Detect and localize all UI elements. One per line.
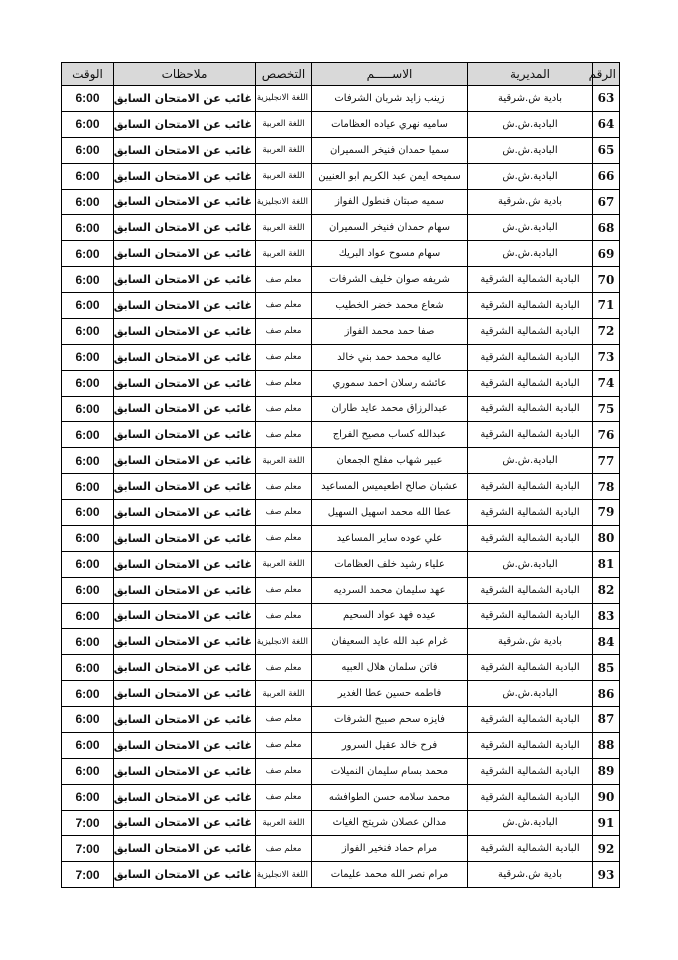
table-row: [62, 732, 620, 758]
row-time: 6:00: [62, 241, 114, 267]
table-row: [62, 163, 620, 189]
row-directorate: البادية.ش.ش: [468, 215, 593, 241]
row-specialty: معلم صف: [256, 293, 312, 319]
row-specialty: اللغة العربية: [256, 215, 312, 241]
row-name: عبدالرزاق محمد عايد طاران: [312, 396, 468, 422]
row-number: 80: [593, 525, 620, 551]
row-notes: غائب عن الامتحان السابق: [114, 500, 256, 526]
row-name: عيده فهد عواد السحيم: [312, 603, 468, 629]
row-time: 6:00: [62, 474, 114, 500]
row-number: 90: [593, 784, 620, 810]
header-number: الرقم: [593, 63, 620, 86]
row-time: 6:00: [62, 189, 114, 215]
row-time: 6:00: [62, 344, 114, 370]
row-time: 6:00: [62, 577, 114, 603]
row-specialty: معلم صف: [256, 422, 312, 448]
row-time: 6:00: [62, 86, 114, 112]
table-row: [62, 370, 620, 396]
header-name: الاســـــم: [312, 63, 468, 86]
table-body: [62, 86, 620, 888]
header-row: [62, 63, 620, 86]
row-directorate: البادية الشمالية الشرقية: [468, 655, 593, 681]
row-directorate: البادية الشمالية الشرقية: [468, 500, 593, 526]
row-directorate: البادية الشمالية الشرقية: [468, 422, 593, 448]
table-row: [62, 629, 620, 655]
row-name: شريفه صوان خليف الشرفات: [312, 267, 468, 293]
row-number: 78: [593, 474, 620, 500]
row-directorate: البادية الشمالية الشرقية: [468, 267, 593, 293]
row-time: 6:00: [62, 681, 114, 707]
row-specialty: معلم صف: [256, 525, 312, 551]
row-number: 93: [593, 862, 620, 888]
row-specialty: معلم صف: [256, 577, 312, 603]
row-notes: غائب عن الامتحان السابق: [114, 267, 256, 293]
row-time: 6:00: [62, 655, 114, 681]
table-row: [62, 707, 620, 733]
row-number: 79: [593, 500, 620, 526]
row-notes: غائب عن الامتحان السابق: [114, 189, 256, 215]
row-specialty: معلم صف: [256, 836, 312, 862]
row-time: 7:00: [62, 836, 114, 862]
row-time: 6:00: [62, 732, 114, 758]
row-number: 71: [593, 293, 620, 319]
row-directorate: البادية.ش.ش: [468, 448, 593, 474]
row-notes: غائب عن الامتحان السابق: [114, 655, 256, 681]
row-notes: غائب عن الامتحان السابق: [114, 862, 256, 888]
row-notes: غائب عن الامتحان السابق: [114, 293, 256, 319]
row-notes: غائب عن الامتحان السابق: [114, 474, 256, 500]
row-time: 6:00: [62, 111, 114, 137]
row-notes: غائب عن الامتحان السابق: [114, 758, 256, 784]
row-number: 73: [593, 344, 620, 370]
row-directorate: البادية.ش.ش: [468, 111, 593, 137]
row-name: عاليه محمد حمد بني خالد: [312, 344, 468, 370]
row-time: 6:00: [62, 396, 114, 422]
row-notes: غائب عن الامتحان السابق: [114, 629, 256, 655]
row-name: فايزه سحم صبيح الشرفات: [312, 707, 468, 733]
table-row: [62, 474, 620, 500]
row-specialty: معلم صف: [256, 318, 312, 344]
row-number: 81: [593, 551, 620, 577]
row-name: محمد سلامه حسن الطوافشه: [312, 784, 468, 810]
row-specialty: معلم صف: [256, 784, 312, 810]
table-row: [62, 396, 620, 422]
header-specialty: التخصص: [256, 63, 312, 86]
row-specialty: اللغة العربية: [256, 163, 312, 189]
row-number: 76: [593, 422, 620, 448]
table-row: [62, 836, 620, 862]
row-notes: غائب عن الامتحان السابق: [114, 784, 256, 810]
row-notes: غائب عن الامتحان السابق: [114, 448, 256, 474]
row-time: 6:00: [62, 137, 114, 163]
row-name: زينب زايد شربان الشرفات: [312, 86, 468, 112]
table-row: [62, 215, 620, 241]
row-directorate: البادية.ش.ش: [468, 163, 593, 189]
row-time: 6:00: [62, 318, 114, 344]
row-number: 68: [593, 215, 620, 241]
row-directorate: بادية ش.شرقية: [468, 86, 593, 112]
row-number: 64: [593, 111, 620, 137]
row-specialty: معلم صف: [256, 474, 312, 500]
row-directorate: البادية الشمالية الشرقية: [468, 707, 593, 733]
table-row: [62, 603, 620, 629]
row-notes: غائب عن الامتحان السابق: [114, 810, 256, 836]
row-time: 6:00: [62, 707, 114, 733]
row-number: 72: [593, 318, 620, 344]
table-row: [62, 267, 620, 293]
row-notes: غائب عن الامتحان السابق: [114, 577, 256, 603]
table-row: [62, 86, 620, 112]
row-number: 85: [593, 655, 620, 681]
row-name: سميا حمدان فنيخر السميران: [312, 137, 468, 163]
table-row: [62, 655, 620, 681]
row-name: مرام نصر الله محمد عليمات: [312, 862, 468, 888]
row-name: مدالن عصلان شريتح الغياث: [312, 810, 468, 836]
row-specialty: معلم صف: [256, 500, 312, 526]
table-row: [62, 189, 620, 215]
row-directorate: البادية الشمالية الشرقية: [468, 293, 593, 319]
row-number: 65: [593, 137, 620, 163]
row-specialty: اللغة العربية: [256, 448, 312, 474]
row-directorate: البادية الشمالية الشرقية: [468, 577, 593, 603]
row-name: سميه صبتان فنطول الفواز: [312, 189, 468, 215]
row-time: 6:00: [62, 603, 114, 629]
row-directorate: البادية الشمالية الشرقية: [468, 474, 593, 500]
row-notes: غائب عن الامتحان السابق: [114, 603, 256, 629]
header-directorate: المديرية: [468, 63, 593, 86]
row-notes: غائب عن الامتحان السابق: [114, 137, 256, 163]
table-row: [62, 784, 620, 810]
row-time: 6:00: [62, 758, 114, 784]
row-number: 92: [593, 836, 620, 862]
row-specialty: اللغة العربية: [256, 137, 312, 163]
row-time: 6:00: [62, 163, 114, 189]
row-directorate: البادية الشمالية الشرقية: [468, 318, 593, 344]
row-directorate: البادية الشمالية الشرقية: [468, 370, 593, 396]
row-name: عبدالله كساب مصيح الفراج: [312, 422, 468, 448]
row-specialty: اللغة العربية: [256, 810, 312, 836]
row-directorate: بادية ش.شرقية: [468, 862, 593, 888]
row-number: 91: [593, 810, 620, 836]
row-time: 6:00: [62, 267, 114, 293]
row-name: سهام مسوح عواد البريك: [312, 241, 468, 267]
row-name: فرح خالد عقيل السرور: [312, 732, 468, 758]
row-notes: غائب عن الامتحان السابق: [114, 318, 256, 344]
row-time: 6:00: [62, 500, 114, 526]
table-row: [62, 681, 620, 707]
row-directorate: البادية.ش.ش: [468, 241, 593, 267]
row-time: 7:00: [62, 810, 114, 836]
table-row: [62, 551, 620, 577]
row-directorate: البادية.ش.ش: [468, 551, 593, 577]
row-name: فاتن سلمان هلال العبيه: [312, 655, 468, 681]
results-table: [61, 62, 620, 888]
row-name: علياء رشيد خلف العظامات: [312, 551, 468, 577]
row-notes: غائب عن الامتحان السابق: [114, 86, 256, 112]
row-specialty: معلم صف: [256, 732, 312, 758]
row-number: 74: [593, 370, 620, 396]
row-specialty: معلم صف: [256, 370, 312, 396]
row-time: 6:00: [62, 422, 114, 448]
table-row: [62, 448, 620, 474]
row-specialty: معلم صف: [256, 267, 312, 293]
row-notes: غائب عن الامتحان السابق: [114, 163, 256, 189]
row-specialty: معلم صف: [256, 655, 312, 681]
row-directorate: البادية الشمالية الشرقية: [468, 836, 593, 862]
table-row: [62, 525, 620, 551]
row-time: 6:00: [62, 448, 114, 474]
row-notes: غائب عن الامتحان السابق: [114, 707, 256, 733]
table-row: [62, 500, 620, 526]
row-directorate: البادية الشمالية الشرقية: [468, 732, 593, 758]
table-row: [62, 344, 620, 370]
row-name: غرام عبد الله عايد السعيفان: [312, 629, 468, 655]
row-number: 75: [593, 396, 620, 422]
row-number: 84: [593, 629, 620, 655]
row-name: سهام حمدان فنيخر السميران: [312, 215, 468, 241]
row-notes: غائب عن الامتحان السابق: [114, 422, 256, 448]
header-time: الوقت: [62, 63, 114, 86]
row-specialty: اللغة العربية: [256, 551, 312, 577]
row-name: مرام حماد فنخير الفواز: [312, 836, 468, 862]
row-specialty: معلم صف: [256, 603, 312, 629]
row-name: علي عوده ساير المساعيد: [312, 525, 468, 551]
row-number: 88: [593, 732, 620, 758]
row-number: 89: [593, 758, 620, 784]
row-directorate: البادية.ش.ش: [468, 810, 593, 836]
row-notes: غائب عن الامتحان السابق: [114, 732, 256, 758]
row-name: فاطمه حسين عطا الغدير: [312, 681, 468, 707]
row-name: عشبان صالح اطعيميس المساعيد: [312, 474, 468, 500]
row-specialty: معلم صف: [256, 344, 312, 370]
row-directorate: البادية الشمالية الشرقية: [468, 396, 593, 422]
row-directorate: بادية ش.شرقية: [468, 629, 593, 655]
row-name: ساميه نهري عياده العظامات: [312, 111, 468, 137]
table-row: [62, 137, 620, 163]
row-name: عهد سليمان محمد السرديه: [312, 577, 468, 603]
row-time: 6:00: [62, 370, 114, 396]
row-number: 86: [593, 681, 620, 707]
row-notes: غائب عن الامتحان السابق: [114, 111, 256, 137]
row-time: 6:00: [62, 293, 114, 319]
row-number: 63: [593, 86, 620, 112]
row-notes: غائب عن الامتحان السابق: [114, 370, 256, 396]
row-number: 67: [593, 189, 620, 215]
table-row: [62, 758, 620, 784]
row-time: 7:00: [62, 862, 114, 888]
row-name: عبير شهاب مفلح الجمعان: [312, 448, 468, 474]
row-notes: غائب عن الامتحان السابق: [114, 836, 256, 862]
row-specialty: معلم صف: [256, 707, 312, 733]
row-directorate: البادية الشمالية الشرقية: [468, 758, 593, 784]
table-row: [62, 577, 620, 603]
row-specialty: اللغة العربية: [256, 241, 312, 267]
row-number: 83: [593, 603, 620, 629]
row-directorate: البادية الشمالية الشرقية: [468, 344, 593, 370]
row-name: محمد بسام سليمان النميلات: [312, 758, 468, 784]
row-notes: غائب عن الامتحان السابق: [114, 215, 256, 241]
row-notes: غائب عن الامتحان السابق: [114, 551, 256, 577]
row-name: سميحه ايمن عبد الكريم ابو العنيين: [312, 163, 468, 189]
table-row: [62, 293, 620, 319]
row-directorate: البادية الشمالية الشرقية: [468, 525, 593, 551]
row-notes: غائب عن الامتحان السابق: [114, 241, 256, 267]
row-time: 6:00: [62, 525, 114, 551]
row-name: عائشه رسلان احمد سموري: [312, 370, 468, 396]
table-header: [62, 63, 620, 86]
row-time: 6:00: [62, 215, 114, 241]
row-specialty: اللغة الانجليزية: [256, 629, 312, 655]
row-number: 69: [593, 241, 620, 267]
row-specialty: معلم صف: [256, 758, 312, 784]
row-directorate: البادية الشمالية الشرقية: [468, 603, 593, 629]
row-directorate: البادية الشمالية الشرقية: [468, 784, 593, 810]
row-specialty: اللغة الانجليزية: [256, 862, 312, 888]
table-row: [62, 862, 620, 888]
row-notes: غائب عن الامتحان السابق: [114, 396, 256, 422]
row-specialty: معلم صف: [256, 396, 312, 422]
row-name: شعاع محمد خضر الخطيب: [312, 293, 468, 319]
row-number: 77: [593, 448, 620, 474]
row-time: 6:00: [62, 551, 114, 577]
row-time: 6:00: [62, 629, 114, 655]
table-row: [62, 241, 620, 267]
row-number: 66: [593, 163, 620, 189]
header-notes: ملاحظات: [114, 63, 256, 86]
row-number: 87: [593, 707, 620, 733]
row-number: 70: [593, 267, 620, 293]
table-row: [62, 422, 620, 448]
table-row: [62, 810, 620, 836]
row-specialty: اللغة العربية: [256, 681, 312, 707]
row-time: 6:00: [62, 784, 114, 810]
row-specialty: اللغة الانجليزية: [256, 86, 312, 112]
row-notes: غائب عن الامتحان السابق: [114, 681, 256, 707]
row-name: صفا حمد محمد الفواز: [312, 318, 468, 344]
row-number: 82: [593, 577, 620, 603]
row-directorate: بادية ش.شرقية: [468, 189, 593, 215]
row-specialty: اللغة الانجليزية: [256, 189, 312, 215]
row-directorate: البادية.ش.ش: [468, 137, 593, 163]
row-specialty: اللغة العربية: [256, 111, 312, 137]
table-row: [62, 318, 620, 344]
row-name: عطا الله محمد اسهيل السهيل: [312, 500, 468, 526]
table-row: [62, 111, 620, 137]
row-directorate: البادية.ش.ش: [468, 681, 593, 707]
row-notes: غائب عن الامتحان السابق: [114, 344, 256, 370]
row-notes: غائب عن الامتحان السابق: [114, 525, 256, 551]
